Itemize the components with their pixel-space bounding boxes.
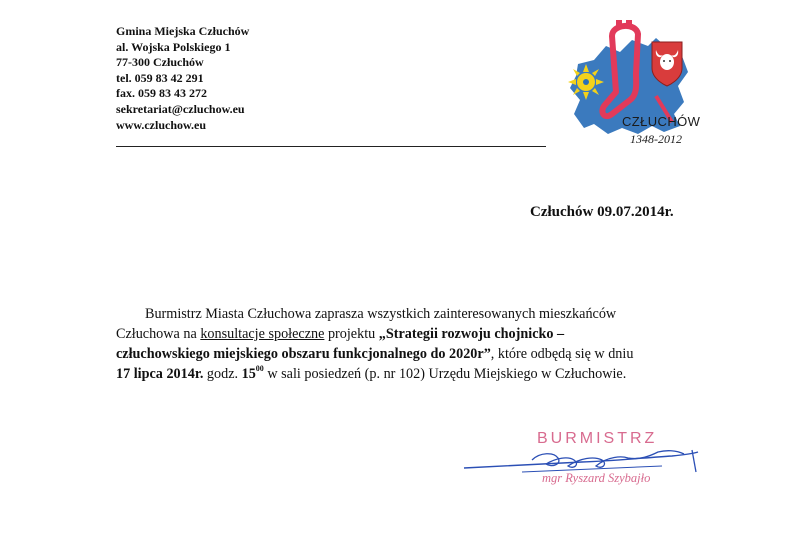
letterhead-street: al. Wojska Polskiego 1	[116, 39, 231, 54]
body-text-schedule: , które odbędą się w dniu	[490, 346, 634, 362]
logo-town-name: CZŁUCHÓW	[622, 114, 701, 129]
stamp-name: mgr Ryszard Szybajło	[542, 471, 651, 485]
strategy-title-part-2: człuchowskiego miejskiego obszaru funkcjonalnego do 2020r”	[116, 346, 491, 362]
body-text-project: projektu	[324, 326, 379, 342]
body-text-invitation: Burmistrz Miasta Człuchowa zaprasza wszystkich zainteresowanych mieszkańców	[145, 306, 617, 322]
stamp-title: BURMISTRZ	[537, 430, 658, 447]
body-text-time-label: godz.	[203, 366, 242, 382]
letter-body	[116, 304, 706, 384]
logo-years: 1348-2012	[630, 132, 682, 146]
meeting-hour: 15	[241, 366, 256, 382]
letterhead-divider	[116, 146, 546, 147]
body-line-2	[116, 324, 706, 344]
body-line-4	[116, 364, 706, 384]
meeting-minutes: 00	[255, 364, 264, 373]
consultation-link: konsultacje społeczne	[200, 326, 325, 342]
body-line-3	[116, 344, 706, 364]
body-text-location: w sali posiedzeń (p. nr 102) Urzędu Miejskiego w Człuchowie.	[263, 366, 627, 382]
letterhead-phone: tel. 059 83 42 291	[116, 70, 204, 85]
body-line-1	[116, 304, 706, 324]
body-text-town: Człuchowa na	[116, 326, 201, 342]
letterhead-postal-city: 77-300 Człuchów	[116, 55, 204, 70]
meeting-date: 17 lipca 2014r.	[116, 366, 204, 382]
letterhead-email: sekretariat@czluchow.eu	[116, 101, 245, 116]
strategy-title-part-1: „Strategii rozwoju chojnicko –	[378, 326, 565, 342]
letterhead-fax: fax. 059 83 43 272	[116, 86, 207, 101]
letterhead-website: www.czluchow.eu	[116, 117, 206, 132]
letterhead	[116, 24, 249, 133]
logo-sun	[568, 64, 604, 100]
letter-date: Człuchów 09.07.2014r.	[530, 204, 674, 220]
letterhead-organization: Gmina Miejska Człuchów	[116, 24, 250, 38]
